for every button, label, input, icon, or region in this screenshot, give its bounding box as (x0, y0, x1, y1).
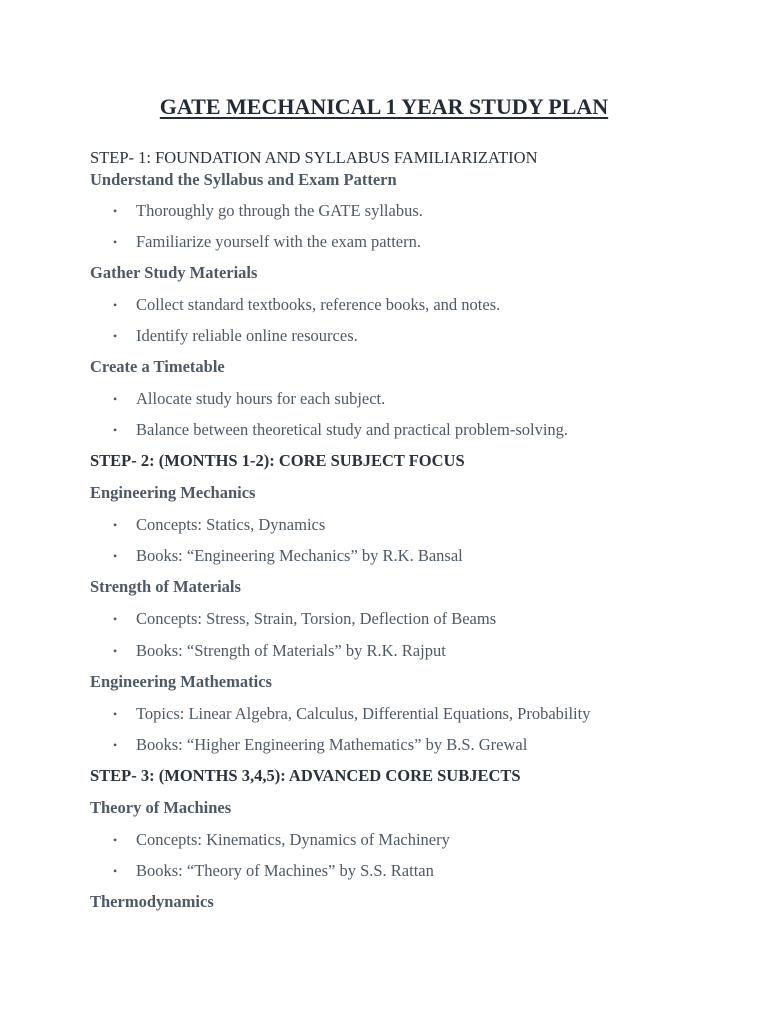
step-3-heading: STEP- 3: (MONTHS 3,4,5): ADVANCED CORE SUBJECTS (90, 766, 521, 785)
bullet-icon: • (113, 392, 118, 406)
list-item: • Books: “Strength of Materials” by R.K. Rajput (113, 641, 446, 660)
section-heading-timetable: Create a Timetable (90, 357, 225, 376)
list-item: • Allocate study hours for each subject. (113, 389, 386, 408)
list-syllabus (90, 200, 730, 253)
document-body (90, 147, 730, 913)
bullet-icon: • (113, 644, 118, 658)
section-heading-engineering-mechanics: Engineering Mechanics (90, 483, 256, 502)
list-timetable (90, 388, 730, 441)
list-engineering-mathematics (90, 703, 730, 756)
list-item: • Topics: Linear Algebra, Calculus, Differential Equations, Probability (113, 704, 591, 723)
bullet-icon: • (113, 518, 118, 532)
bullet-icon: • (113, 549, 118, 563)
bullet-icon: • (113, 738, 118, 752)
bullet-icon: • (113, 707, 118, 721)
bullet-icon: • (113, 833, 118, 847)
list-item: • Familiarize yourself with the exam pattern. (113, 232, 421, 251)
list-item: • Balance between theoretical study and practical problem-solving. (113, 420, 569, 439)
section-heading-syllabus: Understand the Syllabus and Exam Pattern (90, 170, 397, 189)
section-heading-strength-of-materials: Strength of Materials (90, 577, 241, 596)
list-item: • Books: “Higher Engineering Mathematics” by B.S. Grewal (113, 735, 528, 754)
step-1-heading: STEP- 1: FOUNDATION AND SYLLABUS FAMILIARIZATION (90, 148, 538, 167)
list-item: • Concepts: Kinematics, Dynamics of Machinery (113, 830, 450, 849)
section-heading-materials: Gather Study Materials (90, 263, 258, 282)
list-item: • Identify reliable online resources. (113, 326, 358, 345)
bullet-icon: • (113, 329, 118, 343)
bullet-icon: • (113, 423, 118, 437)
list-materials (90, 294, 730, 347)
list-item: • Concepts: Statics, Dynamics (113, 515, 326, 534)
bullet-icon: • (113, 204, 118, 218)
bullet-icon: • (113, 298, 118, 312)
section-heading-engineering-mathematics: Engineering Mathematics (90, 672, 272, 691)
list-strength-of-materials (90, 608, 730, 662)
bullet-icon: • (113, 612, 118, 626)
bullet-icon: • (113, 235, 118, 249)
list-item: • Collect standard textbooks, reference books, and notes. (113, 295, 501, 314)
list-engineering-mechanics (90, 514, 730, 567)
list-item: • Thoroughly go through the GATE syllabus. (113, 201, 423, 220)
document-title: GATE MECHANICAL 1 YEAR STUDY PLAN (159, 94, 609, 119)
section-heading-theory-of-machines: Theory of Machines (90, 798, 232, 817)
list-item: • Books: “Theory of Machines” by S.S. Rattan (113, 861, 434, 880)
step-2-heading: STEP- 2: (MONTHS 1-2): CORE SUBJECT FOCUS (90, 451, 465, 470)
list-item: • Books: “Engineering Mechanics” by R.K. Bansal (113, 546, 463, 565)
bullet-icon: • (113, 864, 118, 878)
section-heading-thermodynamics: Thermodynamics (90, 892, 214, 911)
list-theory-of-machines (90, 829, 730, 882)
list-item: • Concepts: Stress, Strain, Torsion, Deflection of Beams (113, 609, 497, 628)
